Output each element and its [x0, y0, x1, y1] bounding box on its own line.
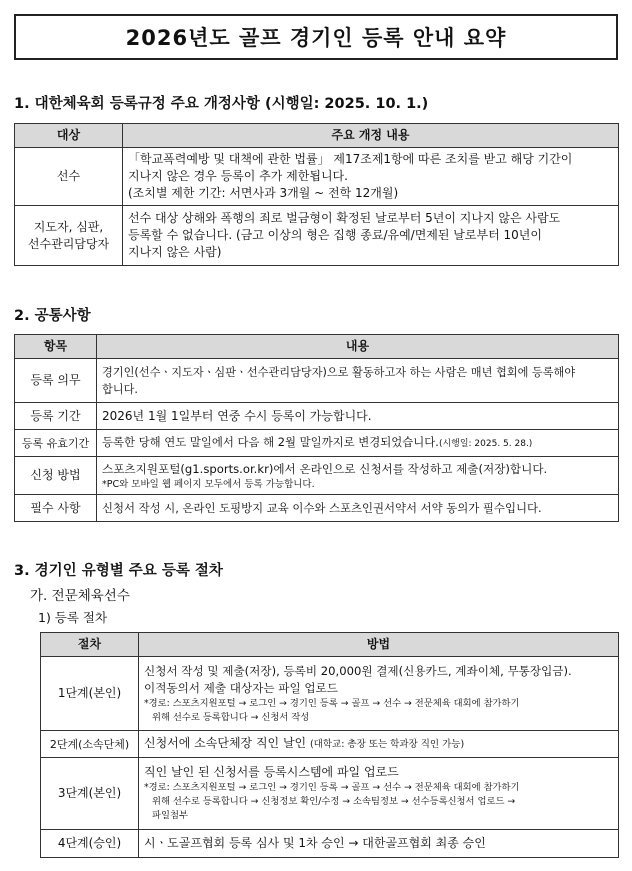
row-method	[139, 657, 619, 731]
col-header-item: 항목	[15, 335, 97, 359]
method-line: 직인 날인 된 신청서를 등록시스템에 파일 업로드	[144, 765, 399, 779]
content-line: 경기인(선수ㆍ지도자ㆍ심판ㆍ선수관리담당자)으로 활동하고자 하는 사람은 매년 협회에 등록해야	[102, 365, 576, 379]
col-header-step: 절차	[41, 633, 139, 657]
content-line: 등록할 수 없습니다. (금고 이상의 형은 집행 종료/유예/면제된 날로부터 10년이	[128, 228, 542, 242]
document-title: 2026년도 골프 경기인 등록 안내 요약	[14, 14, 618, 60]
table-row	[41, 830, 619, 858]
row-item: 필수 사항	[15, 495, 97, 522]
method-note: (대학교: 총장 또는 학과장 직인 가능)	[309, 739, 465, 750]
route-note: 위해 선수로 등록합니다 → 신청서 작성	[152, 711, 310, 723]
sub-subsection-heading: 1) 등록 절차	[38, 610, 108, 625]
table-row	[15, 206, 619, 266]
table-row	[15, 457, 619, 495]
row-method: 시ㆍ도골프협회 등록 심사 및 1차 승인 → 대한골프협회 최종 승인	[139, 830, 619, 858]
content-line: 합니다.	[102, 382, 138, 396]
content-line: 「학교폭력예방 및 대책에 관한 법률」 제17조제1항에 따른 조치를 받고 해당 기간이	[128, 152, 573, 166]
section3-heading: 3. 경기인 유형별 주요 등록 절차	[14, 563, 223, 579]
row-method	[139, 731, 619, 758]
row-target: 선수	[15, 148, 123, 206]
row-content	[97, 359, 619, 403]
table-row	[15, 495, 619, 522]
row-content	[97, 457, 619, 495]
row-item: 등록 의무	[15, 359, 97, 403]
effective-date-note: (시행일: 2025. 5. 28.)	[438, 438, 533, 449]
section1-heading: 1. 대한체육회 등록규정 주요 개정사항 (시행일: 2025. 10. 1.)	[14, 96, 429, 112]
table-row	[41, 657, 619, 731]
method-line: 신청서에 소속단체장 직인 날인	[144, 736, 307, 750]
content-line: 스포츠지원포털(g1.sports.or.kr)에서 온라인으로 신청서를 작성하고 제출(저장)합니다.	[102, 461, 548, 476]
subsection-heading: 가. 전문체육선수	[30, 588, 130, 604]
table-header-row	[15, 124, 619, 148]
content-line: 지나지 않은 경우 등록이 추가 제한됩니다.	[128, 169, 348, 183]
row-content: 2026년 1월 1일부터 연중 수시 등록이 가능합니다.	[97, 403, 619, 430]
content-line: (조치별 제한 기간: 서면사과 3개월 ~ 전학 12개월)	[128, 186, 399, 200]
section2-heading: 2. 공통사항	[14, 308, 91, 324]
content-line: 등록한 당해 연도 말일에서 다음 해 2월 말일까지로 변경되었습니다.	[102, 434, 439, 449]
table-header-row	[15, 335, 619, 359]
method-line: 이적동의서 제출 대상자는 파일 업로드	[144, 680, 338, 695]
route-note: 위해 선수로 등록합니다 → 신청정보 확인/수정 → 소속팀정보 → 선수등록신청서 업로드 →	[152, 796, 516, 807]
content-note: *PC와 모바일 웹 페이지 모두에서 등록 가능합니다.	[102, 478, 315, 490]
table-row	[41, 731, 619, 758]
route-note: *경로: 스포츠지원포털 → 로그인 → 경기인 등록 → 골프 → 선수 → 전문체육 대회에 참가하기	[144, 697, 520, 709]
target-line: 지도자, 심판,	[33, 219, 104, 234]
row-item: 등록 기간	[15, 403, 97, 430]
target-line: 선수관리담당자	[27, 236, 110, 251]
row-method	[139, 758, 619, 830]
table-row	[15, 430, 619, 457]
row-content: 신청서 작성 시, 온라인 도핑방지 교육 이수와 스포츠인권서약서 서약 동의가 필수입니다.	[97, 495, 619, 522]
route-note: 파일첨부	[152, 810, 188, 821]
row-item: 등록 유효기간	[15, 430, 97, 457]
col-header-method: 방법	[139, 633, 619, 657]
col-header-content: 내용	[97, 335, 619, 359]
table-row	[15, 148, 619, 206]
row-step: 3단계(본인)	[41, 758, 139, 830]
row-content	[123, 206, 619, 266]
row-step: 4단계(승인)	[41, 830, 139, 858]
table-row	[41, 758, 619, 830]
table-row	[15, 359, 619, 403]
row-step: 1단계(본인)	[41, 657, 139, 731]
col-header-target: 대상	[15, 124, 123, 148]
table-header-row	[41, 633, 619, 657]
common-table	[14, 334, 619, 522]
content-line: 선수 대상 상해와 폭행의 죄로 벌금형이 확정된 날로부터 5년이 지나지 않은 사람도	[128, 211, 561, 225]
revision-table	[14, 123, 619, 266]
row-content	[97, 430, 619, 457]
content-line: 지나지 않은 사람)	[128, 245, 222, 259]
row-content	[123, 148, 619, 206]
method-line: 신청서 작성 및 제출(저장), 등록비 20,000원 결제(신용카드, 계좌이체, 무통장입금).	[144, 663, 572, 678]
procedure-table	[40, 632, 619, 858]
row-target	[15, 206, 123, 266]
row-step: 2단계(소속단체)	[41, 731, 139, 758]
row-item: 신청 방법	[15, 457, 97, 495]
route-note: *경로: 스포츠지원포털 → 로그인 → 경기인 등록 → 골프 → 선수 → 전문체육 대회에 참가하기	[144, 782, 520, 793]
table-row	[15, 403, 619, 430]
col-header-content: 주요 개정 내용	[123, 124, 619, 148]
